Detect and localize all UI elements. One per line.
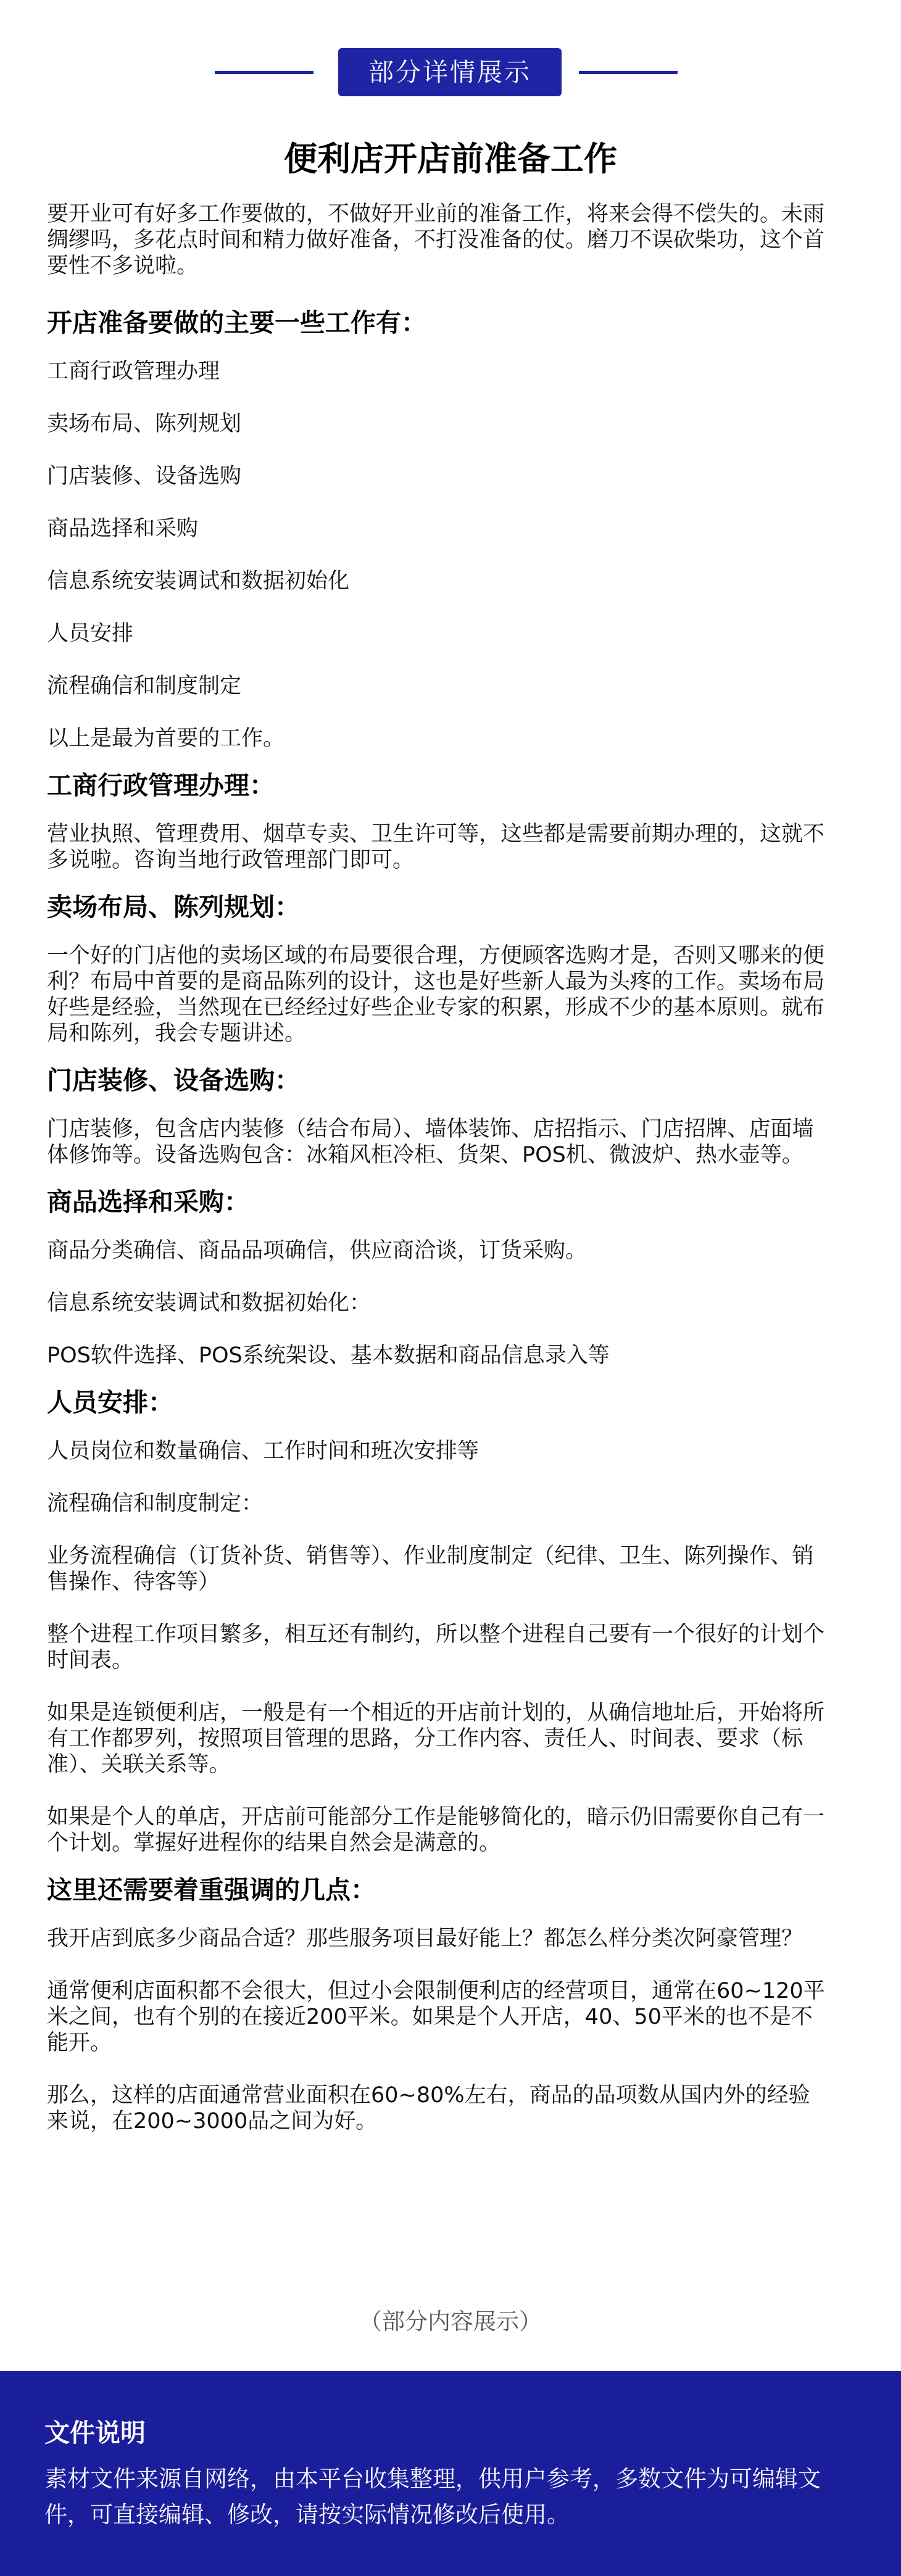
layout-paragraph: 一个好的门店他的卖场区域的布局要很合理，方便顾客选购才是，否则又哪来的便利？布局中首要的是商品陈列的设计，这也是好些新人最为头疼的工作。卖场布局好些是经验，当然现在已经经过好些企业专家的积累，形成不少的基本原则。就布局和陈列，我会专题讲述。 (47, 943, 825, 1046)
task-item: 信息系统安装调试和数据初始化 (47, 569, 350, 594)
staff-paragraph: 人员岗位和数量确信、工作时间和班次安排等 (47, 1439, 480, 1464)
emphasis-paragraph-1: 我开店到底多少商品合适？那些服务项目最好能上？都怎么样分类次阿豪管理？ (47, 1926, 803, 1951)
banner-label: 部分详情展示 (338, 48, 562, 96)
section-heading-main-tasks: 开店准备要做的主要一些工作有： (47, 308, 426, 338)
partial-content-caption: （部分内容展示） (359, 2308, 542, 2335)
document-title: 便利店开店前准备工作 (284, 139, 617, 178)
info-system-subheading: 信息系统安装调试和数据初始化： (47, 1291, 372, 1315)
section-heading-layout: 卖场布局、陈列规划： (47, 892, 300, 922)
process-subheading: 流程确信和制度制定： (47, 1491, 264, 1516)
plan-paragraph: 整个进程工作项目繁多，相互还有制约，所以整个进程自己要有一个很好的计划个时间表。 (47, 1622, 825, 1673)
decoration-paragraph: 门店装修，包含店内装修（结合布局）、墙体装饰、店招指示、门店招牌、店面墙体修饰等。设备选购包含：冰箱风柜冷柜、货架、POS机、微波炉、热水壶等。 (47, 1117, 814, 1167)
task-item: 卖场布局、陈列规划 (47, 412, 242, 436)
chain-store-paragraph: 如果是连锁便利店，一般是有一个相近的开店前计划的，从确信地址后，开始将所有工作都罗列，按照项目管理的思路，分工作内容、责任人、时间表、要求（标准）、关联关系等。 (47, 1700, 825, 1777)
section-heading-emphasis: 这里还需要着重强调的几点： (47, 1875, 376, 1905)
goods-paragraph: 商品分类确信、商品品项确信，供应商洽谈，订货采购。 (47, 1238, 588, 1263)
footer-text: 素材文件来源自网络，由本平台收集整理，供用户参考，多数文件为可编辑文件，可直接编辑、修改，请按实际情况修改后使用。 (44, 2466, 821, 2528)
footer-title: 文件说明 (44, 2418, 146, 2448)
info-system-paragraph: POS软件选择、POS系统架设、基本数据和商品信息录入等 (47, 1343, 610, 1368)
task-item: 门店装修、设备选购 (47, 464, 242, 489)
task-item: 人员安排 (47, 621, 134, 646)
admin-paragraph: 营业执照、管理费用、烟草专卖、卫生许可等，这些都是需要前期办理的，这就不多说啦。咨询当地行政管理部门即可。 (47, 822, 825, 872)
task-summary: 以上是最为首要的工作。 (47, 726, 285, 751)
section-heading-staff: 人员安排： (47, 1388, 173, 1417)
process-paragraph: 业务流程确信（订货补货、销售等）、作业制度制定（纪律、卫生、陈列操作、销售操作、待客等） (47, 1544, 814, 1594)
file-notice-footer (0, 2371, 901, 2576)
section-heading-goods: 商品选择和采购： (47, 1187, 249, 1217)
emphasis-paragraph-2: 通常便利店面积都不会很大，但过小会限制便利店的经营项目，通常在60~120平米之间，也有个别的在接近200平米。如果是个人开店，40、50平米的也不是不能开。 (47, 1979, 825, 2055)
task-item: 商品选择和采购 (47, 516, 199, 541)
section-heading-admin: 工商行政管理办理： (47, 771, 275, 800)
header-banner (0, 48, 901, 97)
section-heading-decoration: 门店装修、设备选购： (47, 1066, 300, 1095)
document-body (47, 201, 826, 2161)
banner-right-line (579, 71, 678, 74)
task-item: 工商行政管理办理 (47, 359, 220, 384)
intro-paragraph: 要开业可有好多工作要做的，不做好开业前的准备工作，将来会得不偿失的。未雨绸缪吗，多花点时间和精力做好准备，不打没准备的仗。磨刀不误砍柴功，这个首要性不多说啦。 (47, 202, 825, 278)
single-store-paragraph: 如果是个人的单店，开店前可能部分工作是能够简化的，暗示仍旧需要你自己有一个计划。掌握好进程你的结果自然会是满意的。 (47, 1805, 825, 1855)
banner-left-line (215, 71, 313, 74)
emphasis-paragraph-3: 那么，这样的店面通常营业面积在60~80%左右，商品的品项数从国内外的经验来说，在200~3000品之间为好。 (47, 2083, 810, 2134)
task-item: 流程确信和制度制定 (47, 674, 242, 698)
